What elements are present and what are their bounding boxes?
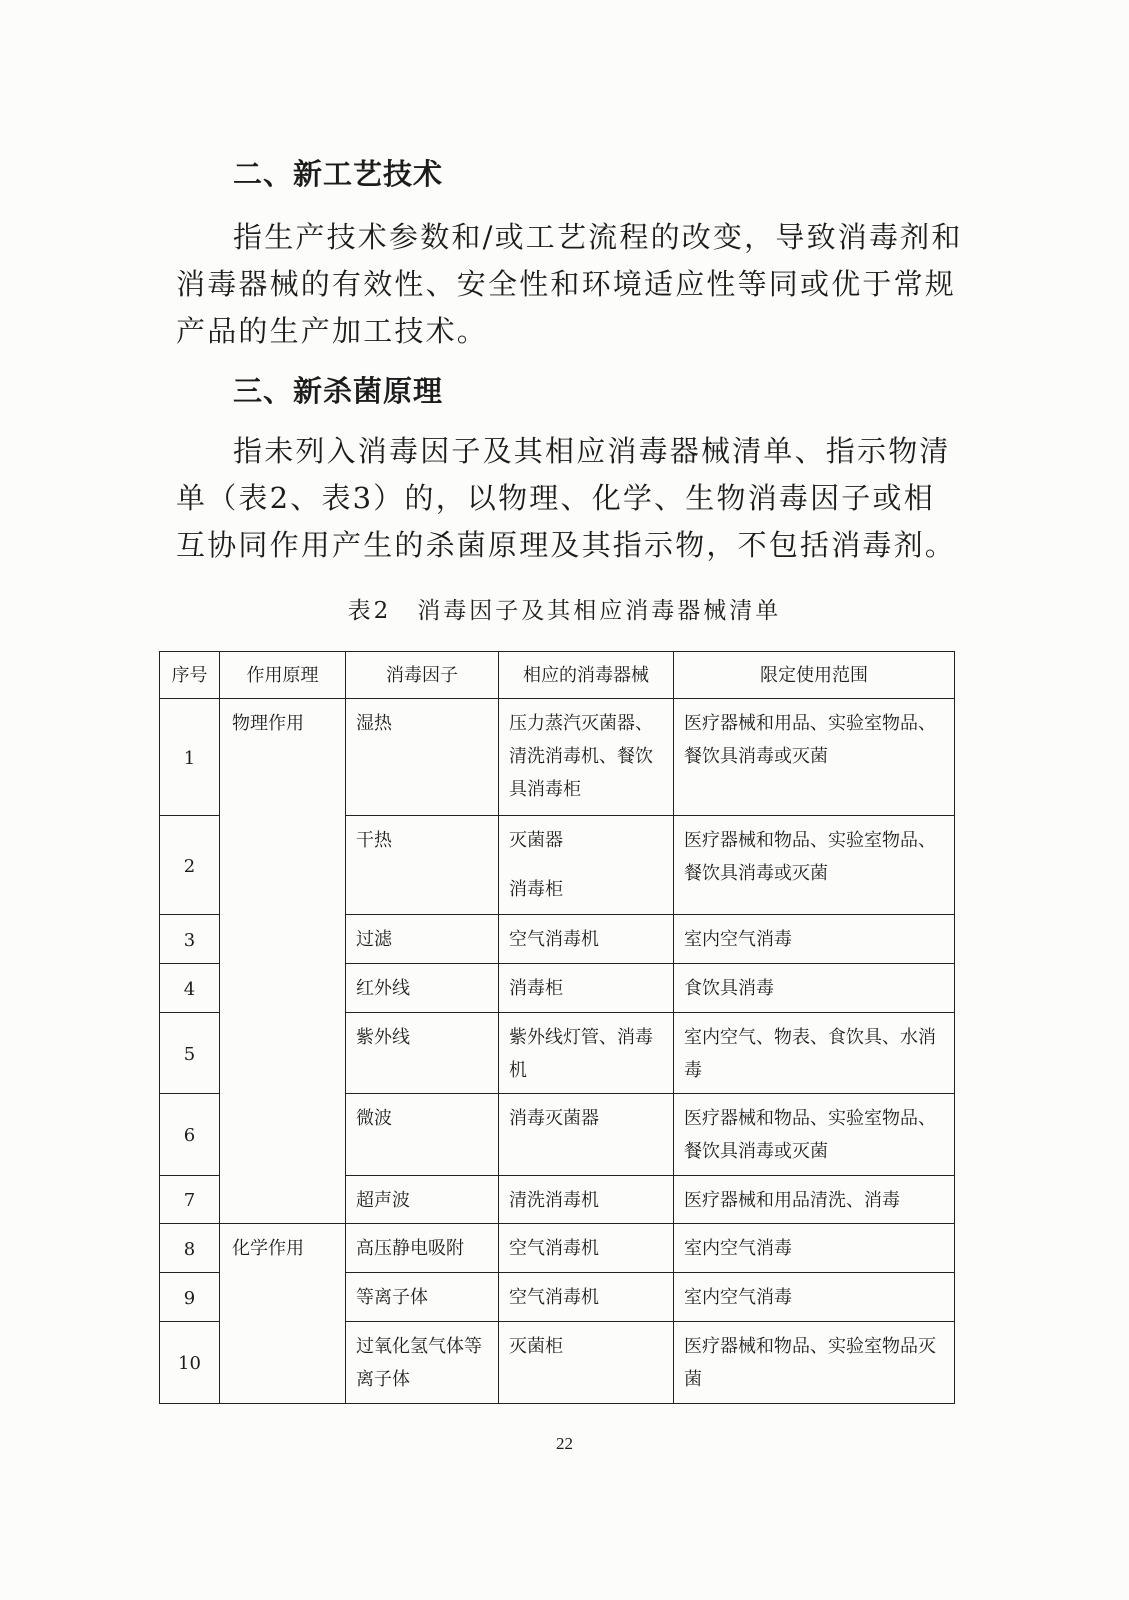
factor-cell: 干热 <box>346 816 499 915</box>
section-heading-new-principle: 三、新杀菌原理 <box>233 374 444 408</box>
factor-cell: 微波 <box>346 1094 499 1176</box>
column-header-factor: 消毒因子 <box>346 652 499 699</box>
column-header-principle: 作用原理 <box>220 652 346 699</box>
scope-cell: 医疗器械和用品清洗、消毒 <box>674 1176 955 1224</box>
disinfection-factor-table <box>159 651 955 1404</box>
paragraph-text: 指生产技术参数和/或工艺流程的改变，导致消毒剂和消毒器械的有效性、安全性和环境适应性等同或优于常规产品的生产加工技术。 <box>176 220 963 348</box>
device-cell: 空气消毒机 <box>499 915 674 964</box>
page-number: 22 <box>556 1434 573 1453</box>
table-row <box>160 1224 955 1273</box>
row-number: 8 <box>160 1224 220 1273</box>
row-number: 9 <box>160 1273 220 1322</box>
row-number: 5 <box>160 1013 220 1094</box>
scope-cell: 医疗器械和物品、实验室物品灭菌 <box>674 1322 955 1404</box>
row-number: 2 <box>160 816 220 915</box>
device-cell: 压力蒸汽灭菌器、清洗消毒机、餐饮具消毒柜 <box>499 699 674 816</box>
factor-cell: 高压静电吸附 <box>346 1224 499 1273</box>
row-number: 10 <box>160 1322 220 1404</box>
row-number: 3 <box>160 915 220 964</box>
device-line: 灭菌器 <box>509 830 563 851</box>
section-heading-new-process: 二、新工艺技术 <box>233 157 444 191</box>
scope-cell: 医疗器械和物品、实验室物品、餐饮具消毒或灭菌 <box>674 816 955 915</box>
factor-cell: 超声波 <box>346 1176 499 1224</box>
device-cell: 清洗消毒机 <box>499 1176 674 1224</box>
device-cell <box>499 816 674 915</box>
table-header-row <box>160 652 955 699</box>
row-number: 6 <box>160 1094 220 1176</box>
device-line: 消毒柜 <box>509 879 563 900</box>
row-number: 4 <box>160 964 220 1013</box>
factor-cell: 紫外线 <box>346 1013 499 1094</box>
scope-cell: 室内空气、物表、食饮具、水消毒 <box>674 1013 955 1094</box>
factor-cell: 等离子体 <box>346 1273 499 1322</box>
scope-cell: 室内空气消毒 <box>674 915 955 964</box>
column-header-number: 序号 <box>160 652 220 699</box>
section-paragraph-new-principle <box>176 428 966 569</box>
principle-cell-chemical: 化学作用 <box>220 1224 346 1404</box>
paragraph-text: 指未列入消毒因子及其相应消毒器械清单、指示物清单（表2、表3）的，以物理、化学、生物消毒因子或相互协同作用产生的杀菌原理及其指示物，不包括消毒剂。 <box>176 434 957 562</box>
factor-cell: 红外线 <box>346 964 499 1013</box>
device-cell: 紫外线灯管、消毒机 <box>499 1013 674 1094</box>
factor-cell: 过滤 <box>346 915 499 964</box>
device-cell: 灭菌柜 <box>499 1322 674 1404</box>
device-cell: 空气消毒机 <box>499 1224 674 1273</box>
scope-cell: 医疗器械和用品、实验室物品、餐饮具消毒或灭菌 <box>674 699 955 816</box>
scope-cell: 室内空气消毒 <box>674 1224 955 1273</box>
device-cell: 消毒柜 <box>499 964 674 1013</box>
row-number: 1 <box>160 699 220 816</box>
principle-cell-physical: 物理作用 <box>220 699 346 1224</box>
column-header-device: 相应的消毒器械 <box>499 652 674 699</box>
factor-cell: 过氧化氢气体等离子体 <box>346 1322 499 1404</box>
factor-cell: 湿热 <box>346 699 499 816</box>
table-caption: 表2 消毒因子及其相应消毒器械清单 <box>347 598 782 624</box>
row-number: 7 <box>160 1176 220 1224</box>
device-cell: 空气消毒机 <box>499 1273 674 1322</box>
scope-cell: 医疗器械和物品、实验室物品、餐饮具消毒或灭菌 <box>674 1094 955 1176</box>
section-paragraph-new-process <box>176 214 966 355</box>
scope-cell: 食饮具消毒 <box>674 964 955 1013</box>
column-header-scope: 限定使用范围 <box>674 652 955 699</box>
table-row <box>160 699 955 816</box>
scope-cell: 室内空气消毒 <box>674 1273 955 1322</box>
device-cell: 消毒灭菌器 <box>499 1094 674 1176</box>
